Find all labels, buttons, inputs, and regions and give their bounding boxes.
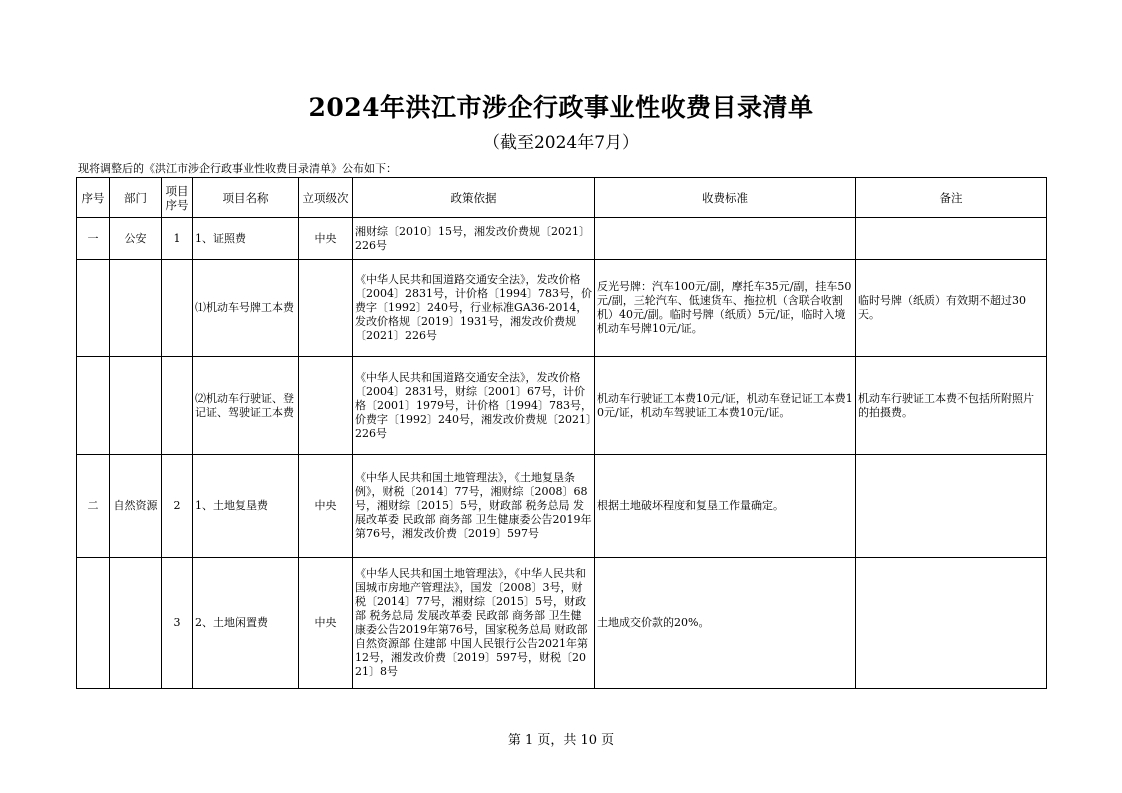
- cell-level: 中央: [299, 218, 353, 260]
- header-dept: 部门: [110, 178, 162, 218]
- cell-level: 中央: [299, 455, 353, 558]
- table-header-row: [77, 178, 1047, 218]
- cell-dept: [110, 558, 162, 689]
- page-title: 2024年洪江市涉企行政事业性收费目录清单: [308, 93, 814, 122]
- cell-item-no: 3: [162, 558, 193, 689]
- cell-dept: [110, 260, 162, 357]
- cell-note: [856, 455, 1047, 558]
- page-footer: 第 1 页，共 10 页: [507, 733, 615, 748]
- page-subtitle: （截至2024年7月）: [482, 133, 640, 153]
- cell-seq: 一: [77, 218, 110, 260]
- cell-seq: [77, 260, 110, 357]
- intro-text: 现将调整后的《洪江市涉企行政事业性收费目录清单》公布如下：: [78, 162, 397, 175]
- cell-item-no: 2: [162, 455, 193, 558]
- cell-item-no: [162, 260, 193, 357]
- header-basis: 政策依据: [353, 178, 595, 218]
- cell-item-no: 1: [162, 218, 193, 260]
- cell-basis: 《中华人民共和国道路交通安全法》，发改价格〔2004〕2831号，财综〔2001〕67号，计价格〔2001〕1979号，计价格〔1994〕783号，价费字〔1992〕240号，湘发改价费规〔2021〕226号: [353, 357, 595, 455]
- header-item-no: 项目序号: [162, 178, 193, 218]
- cell-item-no: [162, 357, 193, 455]
- cell-level: [299, 357, 353, 455]
- cell-standard: 机动车行驶证工本费10元/证，机动车登记证工本费10元/证，机动车驾驶证工本费10元/证。: [595, 357, 856, 455]
- cell-level: [299, 260, 353, 357]
- header-level: 立项级次: [299, 178, 353, 218]
- table-row: [77, 558, 1047, 689]
- cell-note: 机动车行驶证工本费不包括所附照片的拍摄费。: [856, 357, 1047, 455]
- table-row: [77, 260, 1047, 357]
- cell-basis: 《中华人民共和国土地管理法》，《土地复垦条例》，财税〔2014〕77号，湘财综〔2008〕68号，湘财综〔2015〕5号，财政部 税务总局 发展改革委 民政部 商务部 卫生健康委公告2019年第76号，湘发改价费〔2019〕597号: [353, 455, 595, 558]
- header-standard: 收费标准: [595, 178, 856, 218]
- cell-dept: 公安: [110, 218, 162, 260]
- table-row: [77, 455, 1047, 558]
- cell-dept: 自然资源: [110, 455, 162, 558]
- cell-basis: 湘财综〔2010〕15号，湘发改价费规〔2021〕226号: [353, 218, 595, 260]
- cell-note: 临时号牌（纸质）有效期不超过30天。: [856, 260, 1047, 357]
- fee-table: [76, 177, 1047, 689]
- cell-standard: 土地成交价款的20%。: [595, 558, 856, 689]
- header-seq: 序号: [77, 178, 110, 218]
- cell-dept: [110, 357, 162, 455]
- cell-note: [856, 218, 1047, 260]
- cell-level: 中央: [299, 558, 353, 689]
- cell-standard: 反光号牌：汽车100元/副，摩托车35元/副，挂车50元/副，三轮汽车、低速货车、拖拉机（含联合收割机）40元/副。临时号牌（纸质）5元/证，临时入境机动车号牌10元/证。: [595, 260, 856, 357]
- cell-basis: 《中华人民共和国土地管理法》，《中华人民共和国城市房地产管理法》，国发〔2008〕3号，财税〔2014〕77号，湘财综〔2015〕5号，财政部 税务总局 发展改革委 民政部 商务部 卫生健康委公告2019年第76号，国家税务总局 财政部 自然资源部 住建部 中国人民银行公告2021年第12号，湘发改价费〔2019〕597号，财税〔2021〕8号: [353, 558, 595, 689]
- cell-name: ⑴机动车号牌工本费: [193, 260, 299, 357]
- header-note: 备注: [856, 178, 1047, 218]
- table-row: [77, 357, 1047, 455]
- cell-seq: [77, 357, 110, 455]
- cell-name: 1、土地复垦费: [193, 455, 299, 558]
- cell-standard: 根据土地破坏程度和复垦工作量确定。: [595, 455, 856, 558]
- cell-seq: [77, 558, 110, 689]
- cell-basis: 《中华人民共和国道路交通安全法》，发改价格〔2004〕2831号，计价格〔1994〕783号，价费字〔1992〕240号，行业标准GA36-2014，发改价格规〔2019〕1931号，湘发改价费规〔2021〕226号: [353, 260, 595, 357]
- cell-note: [856, 558, 1047, 689]
- cell-name: 1、证照费: [193, 218, 299, 260]
- cell-standard: [595, 218, 856, 260]
- header-name: 项目名称: [193, 178, 299, 218]
- cell-seq: 二: [77, 455, 110, 558]
- cell-name: ⑵机动车行驶证、登记证、驾驶证工本费: [193, 357, 299, 455]
- cell-name: 2、土地闲置费: [193, 558, 299, 689]
- table-row: [77, 218, 1047, 260]
